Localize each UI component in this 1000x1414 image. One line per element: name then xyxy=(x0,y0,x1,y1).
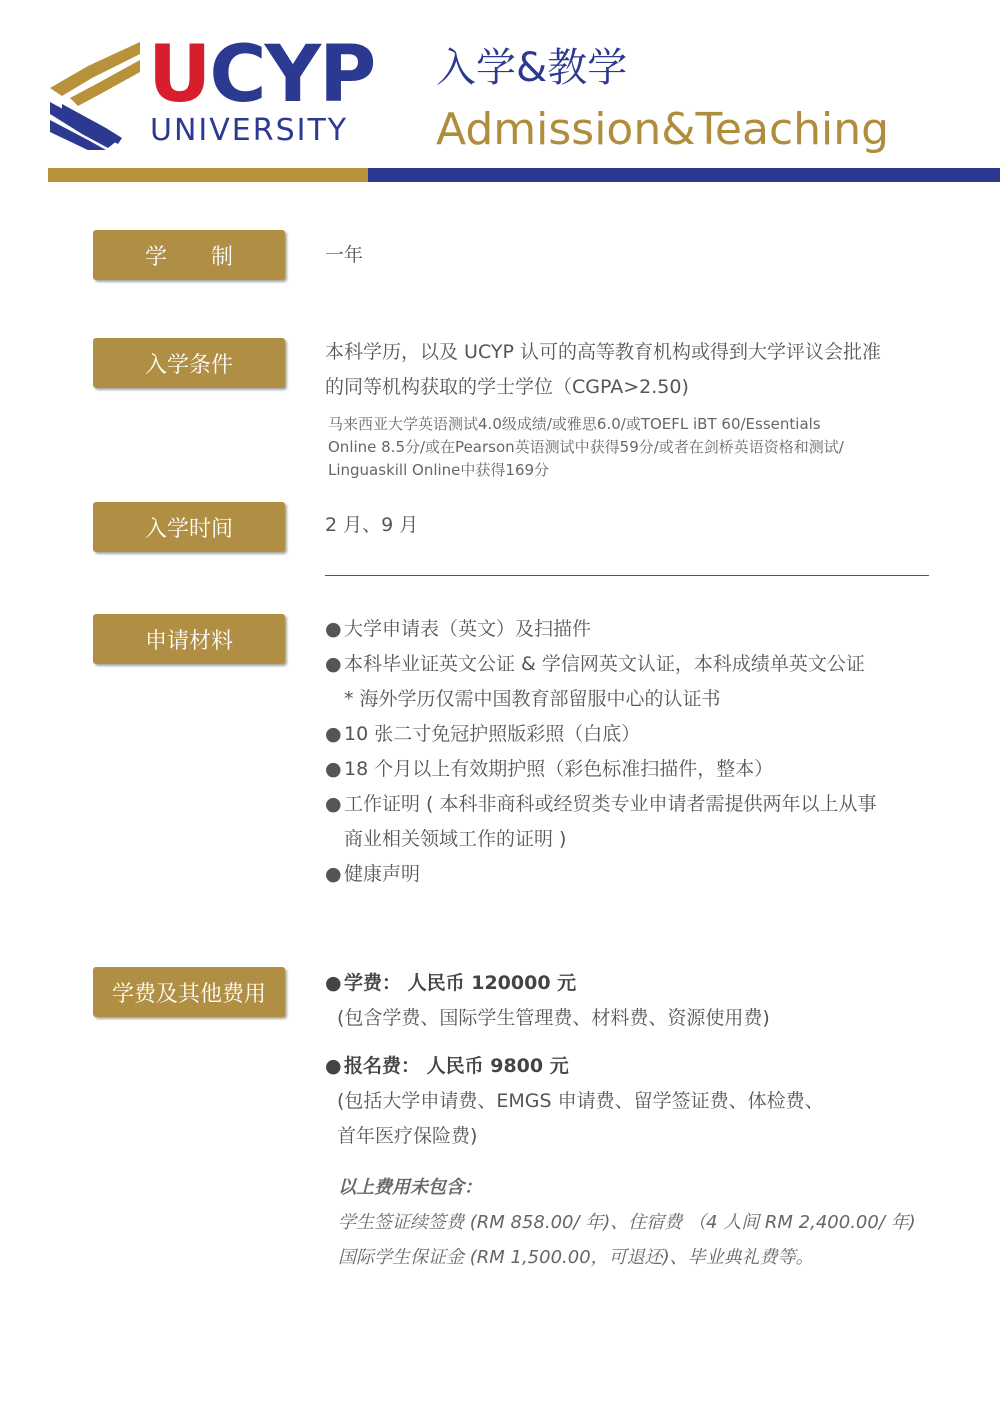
label-materials: 申请材料 xyxy=(93,614,285,664)
list-item-text: 10 张二寸免冠护照版彩照（白底） xyxy=(344,723,641,745)
label-intake: 入学时间 xyxy=(93,502,285,552)
bullet-icon: ● xyxy=(325,723,342,745)
list-item xyxy=(325,717,945,752)
requirements-text xyxy=(325,335,945,405)
excluded-fees xyxy=(338,1170,958,1275)
registration-description: 首年医疗保险费) xyxy=(337,1125,478,1147)
list-item xyxy=(325,612,945,647)
english-line: Online 8.5分/或在Pearson英语测试中获得59分/或者在剑桥英语资格和测试/ xyxy=(328,438,844,456)
bullet-icon: ● xyxy=(325,793,342,815)
english-line: 马来西亚大学英语测试4.0级成绩/或雅思6.0/或TOEFL iBT 60/Essentials xyxy=(328,415,821,433)
excluded-fees-line: 学生签证续签费 (RM 858.00/ 年)、住宿费 （4 人间 RM 2,400.00/ 年) xyxy=(338,1212,916,1233)
list-item-continuation: 商业相关领域工作的证明 ) xyxy=(344,828,567,850)
list-item-text: 健康声明 xyxy=(344,863,421,885)
registration-title xyxy=(325,1049,945,1084)
label-requirements xyxy=(93,338,285,388)
logo-letter-u: U xyxy=(148,30,210,120)
duration-value: 一年 xyxy=(325,244,364,266)
tuition-title-text: 学费： 人民币 120000 元 xyxy=(344,972,577,994)
list-item xyxy=(325,752,945,787)
english-requirements xyxy=(328,413,938,482)
materials-list xyxy=(325,612,945,892)
registration-fee xyxy=(325,1049,945,1154)
excluded-fees-line: 国际学生保证金 (RM 1,500.00，可退还)、毕业典礼费等。 xyxy=(338,1247,814,1268)
section-divider xyxy=(325,575,929,576)
english-line: Linguaskill Online中获得169分 xyxy=(328,461,550,479)
requirements-line: 本科学历，以及 UCYP 认可的高等教育机构或得到大学评议会批准 xyxy=(325,341,881,363)
registration-title-text: 报名费： 人民币 9800 元 xyxy=(344,1055,569,1077)
intake-value: 2 月、9 月 xyxy=(325,514,419,536)
bullet-icon: ● xyxy=(325,618,342,640)
list-item-text: 大学申请表（英文）及扫描件 xyxy=(344,618,592,640)
bullet-icon: ● xyxy=(325,653,342,675)
list-item xyxy=(325,857,945,892)
wing-emblem-icon xyxy=(48,40,148,150)
list-item-note: * 海外学历仅需中国教育部留服中心的认证书 xyxy=(344,688,721,710)
list-item-text: 18 个月以上有效期护照（彩色标准扫描件，整本） xyxy=(344,758,774,780)
university-logo xyxy=(48,30,388,155)
bullet-icon: ● xyxy=(325,758,342,780)
excluded-fees-title: 以上费用未包含： xyxy=(338,1177,482,1198)
tuition-fee xyxy=(325,966,945,1036)
logo-letters-cyp: CYP xyxy=(209,30,375,120)
logo-subtitle: UNIVERSITY xyxy=(150,113,349,148)
list-item xyxy=(325,787,945,822)
page-title-english: Admission&Teaching xyxy=(436,104,890,155)
bullet-icon: ● xyxy=(325,1055,342,1077)
header-divider-gold xyxy=(48,168,368,182)
tuition-description: (包含学费、国际学生管理费、材料费、资源使用费) xyxy=(337,1007,770,1029)
header-divider-blue xyxy=(368,168,1000,182)
logo-wordmark xyxy=(148,30,375,120)
list-item-text: 工作证明 ( 本科非商科或经贸类专业申请者需提供两年以上从事 xyxy=(344,793,877,815)
label-fees: 学费及其他费用 xyxy=(93,967,285,1017)
label-requirements-text: 入学条件 xyxy=(144,352,233,378)
requirements-line: 的同等机构获取的学士学位（CGPA>2.50) xyxy=(325,376,689,398)
registration-description: (包括大学申请费、EMGS 申请费、留学签证费、体检费、 xyxy=(337,1090,824,1112)
bullet-icon: ● xyxy=(325,863,342,885)
bullet-icon: ● xyxy=(325,972,342,994)
page-title-chinese: 入学&教学 xyxy=(436,45,628,91)
list-item-text: 本科毕业证英文公证 & 学信网英文认证，本科成绩单英文公证 xyxy=(344,653,865,675)
label-duration: 学 制 xyxy=(93,230,285,280)
list-item xyxy=(325,647,945,682)
tuition-title xyxy=(325,966,945,1001)
